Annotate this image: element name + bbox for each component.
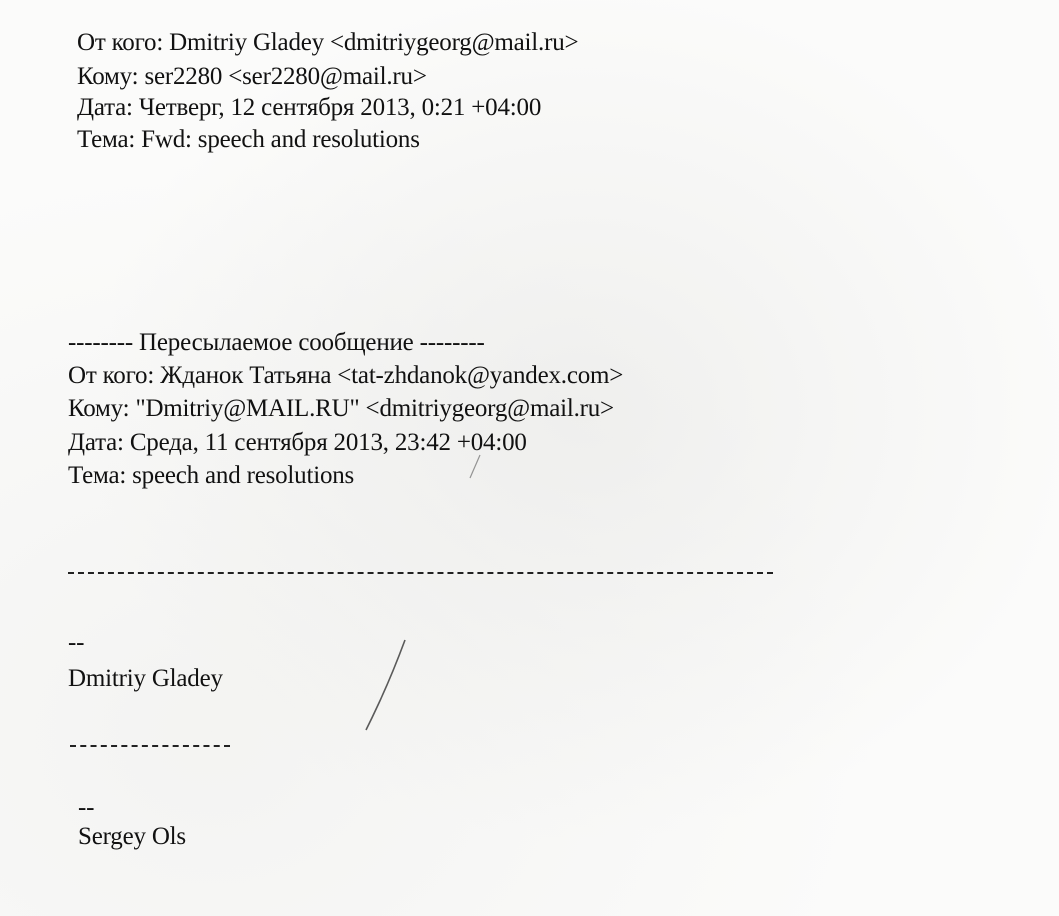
forwarded-subject: Тема: speech and resolutions bbox=[68, 462, 355, 489]
signature-dash: -- bbox=[68, 629, 85, 656]
signature-dash: -- bbox=[78, 794, 95, 821]
signature-name: Dmitriy Gladey bbox=[68, 665, 223, 692]
divider-line bbox=[68, 572, 773, 574]
header-subject: Тема: Fwd: speech and resolutions bbox=[77, 126, 420, 153]
signature-name: Sergey Ols bbox=[78, 823, 186, 850]
header-from: От кого: Dmitriy Gladey <dmitriygeorg@mail.ru> bbox=[77, 29, 579, 56]
forwarded-date: Дата: Среда, 11 сентября 2013, 23:42 +04:00 bbox=[68, 429, 527, 456]
divider-short-line bbox=[70, 745, 230, 747]
header-to: Кому: ser2280 <ser2280@mail.ru> bbox=[77, 63, 427, 90]
forwarded-from: От кого: Жданок Татьяна <tat-zhdanok@yandex.com> bbox=[68, 362, 624, 389]
forwarded-to: Кому: "Dmitriy@MAIL.RU" <dmitriygeorg@mail.ru> bbox=[68, 395, 614, 422]
forwarded-separator: -------- Пересылаемое сообщение -------- bbox=[68, 329, 485, 356]
header-date: Дата: Четверг, 12 сентября 2013, 0:21 +04:00 bbox=[77, 94, 542, 121]
